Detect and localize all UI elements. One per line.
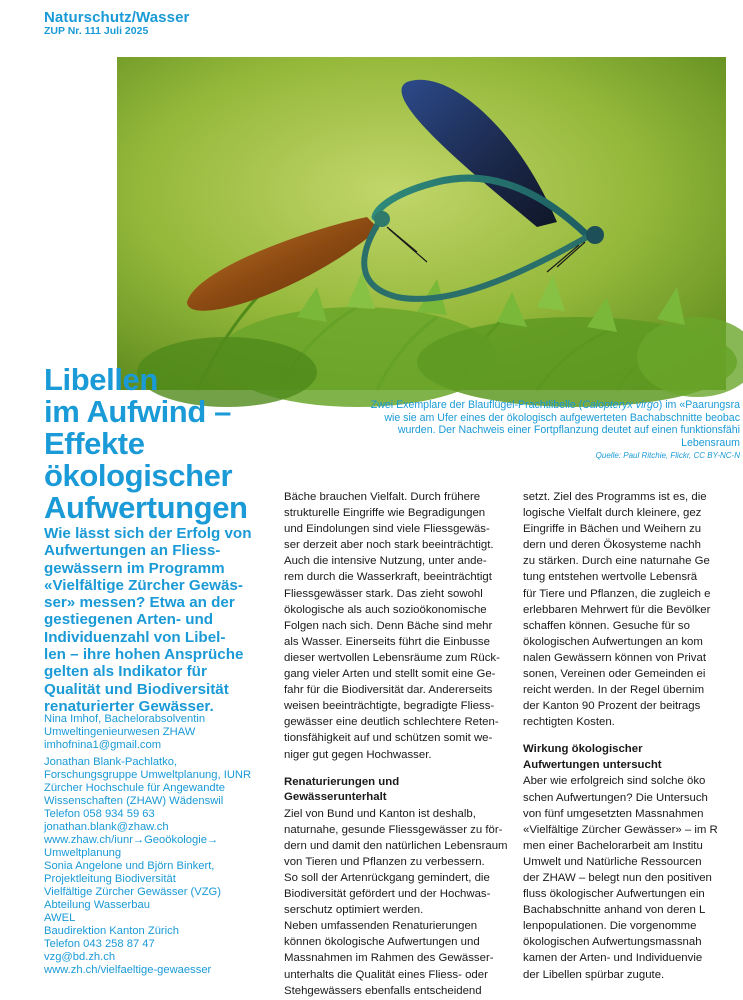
body-line: von Tieren und Pflanzen zu verbessern.	[284, 855, 485, 868]
author-line: Zürcher Hochschule für Angewandte	[44, 782, 225, 794]
section-heading: Renaturierungen und	[284, 775, 400, 788]
headline-line: Aufwertungen	[44, 490, 248, 525]
caption-line: Zwei Exemplare der Blauflügel-Prachtlibelle (Calopteryx virgo) im «Paarungsra	[370, 399, 740, 411]
author-link[interactable]: Umweltplanung	[44, 847, 122, 859]
photo-caption	[290, 399, 740, 461]
body-line: unterhalts die Qualität eines Fliess- oder	[284, 968, 488, 981]
body-line: Auch die intensive Nutzung, unter ande-	[284, 555, 487, 568]
body-line: tung entstehen wertvolle Lebensrä	[523, 571, 698, 584]
body-line: strukturelle Eingriffe wie Begradigungen	[284, 507, 486, 520]
author-line: Forschungsgruppe Umweltplanung, IUNR	[44, 769, 252, 781]
paragraph-gap	[523, 730, 743, 742]
body-line: Biodiversität gefördert und der Hochwas-	[284, 888, 491, 901]
lead-line: ser» messen? Etwa an der	[44, 594, 235, 612]
body-line: tionsfähigkeit auf und schützen somit we-	[284, 732, 493, 745]
body-line: ökologische als auch sozioökonomische	[284, 603, 487, 616]
author-block-imhof	[44, 713, 276, 752]
body-line: sonen, Vereinen oder Gemeinden ei	[523, 668, 706, 681]
body-line: Bachabschnitte anhand von deren L	[523, 904, 706, 917]
paragraph-gap	[284, 763, 512, 775]
body-line: können ökologische Aufwertungen und	[284, 936, 480, 949]
body-column-1	[284, 489, 512, 999]
headline-line: im Aufwind –	[44, 394, 231, 429]
lead-line: len – ihre hohen Ansprüche	[44, 646, 244, 664]
body-line: dern und deren Ökosysteme nachh	[523, 539, 701, 552]
body-line: der ZHAW – belegt nun den positiven	[523, 871, 712, 884]
body-line: Umwelt und Natürliche Ressourcen	[523, 855, 702, 868]
author-email[interactable]: vzg@bd.zh.ch	[44, 951, 116, 963]
author-line: Abteilung Wasserbau	[44, 899, 150, 911]
lead-line: Individuenzahl von Libel-	[44, 628, 226, 646]
body-line: lenpopulationen. Die vorgenomme	[523, 920, 697, 933]
body-line: «Vielfältige Zürcher Gewässer» – im R	[523, 823, 718, 836]
author-email[interactable]: jonathan.blank@zhaw.ch	[44, 821, 169, 833]
body-line: men einer Bachelorarbeit am Institu	[523, 839, 703, 852]
male-head	[586, 226, 604, 244]
body-line: setzt. Ziel des Programms ist es, die	[523, 491, 707, 503]
author-line: Umweltingenieurwesen ZHAW	[44, 726, 196, 738]
headline-line: ökologischer	[44, 458, 233, 493]
body-line: von fünf umgesetzten Massnahmen	[523, 807, 704, 820]
author-link[interactable]: www.zhaw.ch/iunr→Geoökologie→	[44, 834, 219, 846]
body-line: rechtigten Kosten.	[523, 716, 615, 729]
caption-source: Quelle: Paul Ritchie, Flickr, CC BY-NC-N	[595, 451, 740, 461]
lead-line: gewässern im Programm	[44, 559, 225, 577]
body-line: niger gut gegen Hochwasser.	[284, 748, 432, 761]
body-line: logische Vielfalt durch kleinere, gez	[523, 507, 702, 520]
body-line: für Tiere und Pflanzen, die zugleich e	[523, 587, 711, 600]
author-block-blank	[44, 756, 276, 860]
body-line: fluss ökologischer Aufwertungen ein	[523, 888, 705, 901]
caption-line: wie sie am Ufer eines der ökologisch aufgewerteten Bachabschnitte beobac	[384, 411, 740, 424]
headline-line: Libellen	[44, 362, 158, 397]
body-line: Aber wie erfolgreich sind solche öko	[523, 775, 706, 788]
lead-line: renaturierter Gewässer.	[44, 697, 214, 715]
author-line: Projektleitung Biodiversität	[44, 873, 176, 885]
section-title: Naturschutz/Wasser	[44, 9, 190, 26]
body-line: nalen Gewässern können von Privat	[523, 651, 706, 664]
body-line: dern und damit den natürlichen Lebensraum	[284, 839, 508, 852]
section-heading: Gewässerunterhalt	[284, 791, 387, 804]
body-line: gang vieler Arten und stellt somit eine Ge-	[284, 668, 496, 681]
dragonfly-illustration	[117, 57, 726, 390]
body-line: Folgen nach sich. Denn Bäche sind mehr	[284, 619, 493, 632]
lead-line: Aufwertungen an Fliess-	[44, 542, 221, 560]
body-line: erlebbaren Mehrwert für die Bevölker	[523, 603, 711, 616]
caption-line: wurden. Der Nachweis einer Fortpflanzung deutet auf einen funktionsfähi	[397, 424, 740, 437]
dragonfly-photo	[117, 57, 726, 390]
body-line: Stehgewässers ebenfalls entscheidend	[284, 984, 482, 997]
body-line: naturnahe, gesunde Fliessgewässer zu för-	[284, 823, 503, 836]
body-line: reicht werden. In der Regel übernim	[523, 684, 705, 697]
author-line: AWEL	[44, 912, 76, 924]
body-line: kamen der Arten- und Individuenvie	[523, 952, 703, 965]
body-line: Fliessgewässer stark. Das zieht sowohl	[284, 587, 483, 600]
body-line: zu stärken. Durch eine naturnahe Ge	[523, 555, 710, 568]
body-column-2	[523, 489, 743, 983]
section-heading: Aufwertungen untersucht	[523, 758, 662, 771]
body-line: Neben umfassenden Renaturierungen	[284, 920, 478, 933]
body-line: Eingriffe in Bächen und Weihern zu	[523, 523, 702, 536]
body-line: und Eindolungen sind viele Fliessgewäs-	[284, 523, 490, 536]
body-line: der Libellen spürbar zugute.	[523, 968, 665, 981]
body-line: serschutz optimiert werden.	[284, 904, 424, 917]
author-block-angelone-binkert	[44, 860, 276, 977]
caption-line: Lebensraum	[681, 436, 740, 449]
body-line: ser derzeit aber noch stark beeinträchtigt.	[284, 539, 494, 552]
author-line: Jonathan Blank-Pachlatko,	[44, 756, 178, 768]
body-line: schaffen können. Gesuche für so	[523, 619, 690, 632]
female-head	[374, 211, 390, 227]
lead-line: gestiegenen Arten- und	[44, 611, 214, 629]
body-line: Ziel von Bund und Kanton ist deshalb,	[284, 807, 476, 820]
body-line: ökologischen Aufwertungsmassnah	[523, 936, 702, 949]
body-line: dieser wertvollen Lebensräume zum Rück-	[284, 651, 500, 664]
body-line: gewässer eine deutlich schlechtere Reten-	[284, 716, 499, 729]
headline-line: Effekte	[44, 426, 145, 461]
body-line: fahr für die Biodiversität dar. Andererseits	[284, 684, 493, 697]
lead-paragraph	[44, 525, 276, 715]
lead-line: Qualität und Biodiversität	[44, 680, 229, 698]
author-link[interactable]: www.zh.ch/vielfaeltige-gewaesser	[44, 964, 212, 976]
body-line: schen Aufwertungen? Die Untersuch	[523, 791, 708, 804]
author-phone: Telefon 058 934 59 63	[44, 808, 155, 820]
author-line: Wissenschaften (ZHAW) Wädenswil	[44, 795, 224, 807]
body-line: So soll der Artenrückgang gemindert, die	[284, 871, 490, 884]
author-line: Nina Imhof, Bachelorabsolventin	[44, 713, 206, 725]
lead-line: Wie lässt sich der Erfolg von	[44, 525, 252, 542]
author-line: Baudirektion Kanton Zürich	[44, 925, 179, 937]
body-line: weisen beeinträchtigte, begradigte Fliess-	[284, 700, 495, 713]
author-phone: Telefon 043 258 87 47	[44, 938, 155, 950]
issue-number: ZUP Nr. 111 Juli 2025	[44, 25, 149, 37]
body-line: als Wasser. Einerseits führt die Einbusse	[284, 635, 490, 648]
author-email[interactable]: imhofnina1@gmail.com	[44, 739, 162, 751]
author-line: Sonia Angelone und Björn Binkert,	[44, 860, 215, 872]
author-line: Vielfältige Zürcher Gewässer (VZG)	[44, 886, 221, 898]
body-line: rem durch die Wasserkraft, beeinträchtigt	[284, 571, 492, 584]
body-line: Massnahmen im Rahmen des Gewässer-	[284, 952, 494, 965]
headline	[44, 364, 284, 524]
body-line: ökologischen Aufwertungen an kom	[523, 635, 703, 648]
section-heading: Wirkung ökologischer	[523, 743, 643, 756]
body-line: der Kanton 90 Prozent der beitrags	[523, 700, 701, 713]
lead-line: gelten als Indikator für	[44, 663, 207, 681]
lead-line: «Vielfältige Zürcher Gewäs-	[44, 576, 243, 594]
body-line: Bäche brauchen Vielfalt. Durch frühere	[284, 491, 481, 503]
